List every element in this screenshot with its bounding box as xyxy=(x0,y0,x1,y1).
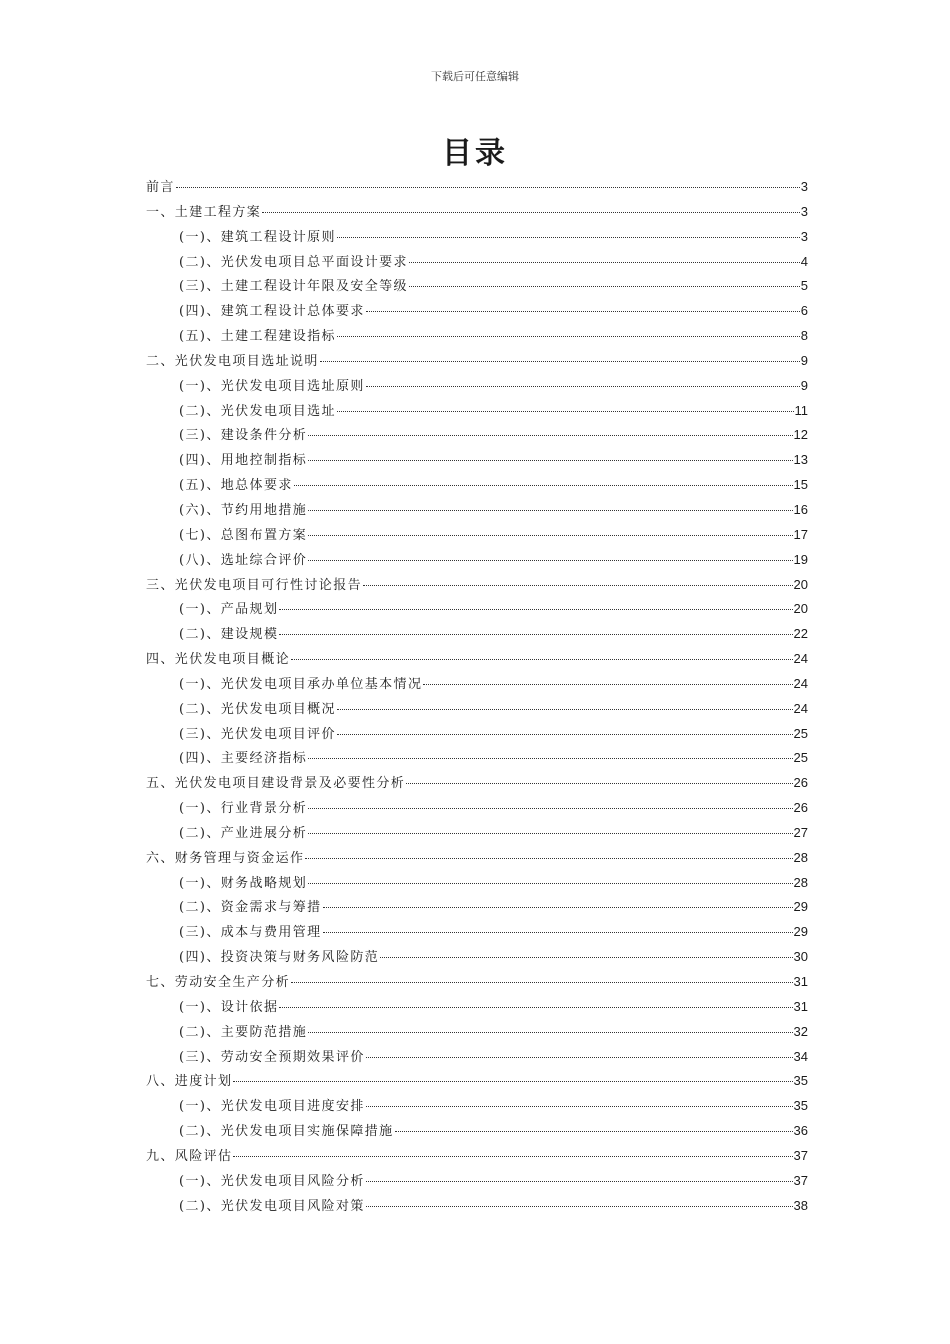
toc-entry[interactable] xyxy=(146,250,808,275)
toc-entry-title: 七、劳动安全生产分析 xyxy=(146,975,291,990)
toc-entry-title: (三)、建设条件分析 xyxy=(179,428,308,444)
toc-entry-title: (一)、设计依据 xyxy=(179,999,279,1015)
toc-page-number: 16 xyxy=(793,501,808,517)
toc-entry[interactable] xyxy=(146,349,808,374)
toc-dot-leader xyxy=(366,385,800,387)
toc-dot-leader xyxy=(308,832,792,834)
toc-dot-leader xyxy=(423,683,792,685)
toc-page-number: 11 xyxy=(794,402,808,418)
toc-dot-leader xyxy=(323,906,793,908)
toc-dot-leader xyxy=(366,1205,793,1207)
toc-entry[interactable] xyxy=(146,274,808,299)
toc-entry[interactable] xyxy=(146,1144,808,1169)
toc-dot-leader xyxy=(176,186,800,188)
toc-page-number: 28 xyxy=(793,849,808,865)
toc-page-number: 26 xyxy=(793,800,808,816)
toc-entry[interactable] xyxy=(146,970,808,995)
toc-entry[interactable] xyxy=(146,299,808,324)
toc-dot-leader xyxy=(320,360,800,362)
toc-entry[interactable] xyxy=(146,647,808,672)
toc-page-number: 15 xyxy=(793,477,808,493)
toc-entry[interactable] xyxy=(146,722,808,747)
toc-entry-title: (三)、成本与费用管理 xyxy=(179,925,322,941)
toc-entry[interactable] xyxy=(146,473,808,498)
toc-entry-title: (五)、地总体要求 xyxy=(179,478,293,494)
toc-entry-title: (二)、资金需求与筹措 xyxy=(179,900,322,916)
toc-entry-title: 前言 xyxy=(146,180,175,195)
toc-dot-leader xyxy=(323,931,793,933)
toc-entry[interactable] xyxy=(146,821,808,846)
toc-entry-title: (二)、光伏发电项目概况 xyxy=(179,701,336,717)
toc-page-number: 34 xyxy=(793,1048,808,1064)
toc-page-number: 20 xyxy=(793,601,808,617)
toc-entry[interactable] xyxy=(146,374,808,399)
toc-entry[interactable] xyxy=(146,945,808,970)
toc-page-number: 5 xyxy=(800,278,808,294)
toc-entry-title: (六)、节约用地措施 xyxy=(179,502,308,518)
toc-entry-title: 六、财务管理与资金运作 xyxy=(146,850,305,866)
toc-entry-title: (八)、选址综合评价 xyxy=(179,552,308,568)
toc-page-number: 9 xyxy=(800,377,808,393)
toc-dot-leader xyxy=(262,211,800,213)
toc-entry[interactable] xyxy=(146,225,808,250)
toc-entry-title: (一)、产品规划 xyxy=(179,602,279,618)
toc-dot-leader xyxy=(233,1080,792,1082)
toc-dot-leader xyxy=(294,484,793,486)
toc-entry[interactable] xyxy=(146,1119,808,1144)
toc-dot-leader xyxy=(308,559,792,561)
page-title: 目录 xyxy=(442,136,508,171)
toc-dot-leader xyxy=(308,534,792,536)
toc-entry-title: (一)、财务战略规划 xyxy=(179,875,308,891)
toc-entry-title: (一)、建筑工程设计原则 xyxy=(179,229,336,245)
toc-dot-leader xyxy=(366,1105,793,1107)
toc-dot-leader xyxy=(409,285,800,287)
toc-entry[interactable] xyxy=(146,324,808,349)
toc-dot-leader xyxy=(380,956,792,958)
toc-entry[interactable] xyxy=(146,548,808,573)
toc-page-number: 37 xyxy=(793,1172,808,1188)
toc-entry-title: (五)、土建工程建设指标 xyxy=(179,329,336,345)
toc-entry[interactable] xyxy=(146,1194,808,1219)
toc-entry-title: (二)、主要防范措施 xyxy=(179,1024,308,1040)
toc-dot-leader xyxy=(233,1155,792,1157)
toc-page-number: 31 xyxy=(793,974,808,989)
toc-entry-title: (二)、产业进展分析 xyxy=(179,825,308,841)
toc-entry[interactable] xyxy=(146,1045,808,1070)
toc-page-number: 3 xyxy=(800,179,808,194)
toc-entry[interactable] xyxy=(146,920,808,945)
toc-entry-title: 一、土建工程方案 xyxy=(146,204,262,220)
toc-entry-title: (一)、光伏发电项目承办单位基本情况 xyxy=(179,676,423,692)
toc-dot-leader xyxy=(337,335,800,337)
toc-entry[interactable] xyxy=(146,200,808,225)
toc-entry[interactable] xyxy=(146,175,808,200)
toc-entry-title: 八、进度计划 xyxy=(146,1074,233,1090)
toc-entry-title: 二、光伏发电项目选址说明 xyxy=(146,353,319,369)
toc-entry[interactable] xyxy=(146,523,808,548)
toc-dot-leader xyxy=(337,733,793,735)
page-header: 下载后可任意编辑 xyxy=(431,70,519,83)
toc-entry[interactable] xyxy=(146,573,808,598)
toc-entry-title: (二)、光伏发电项目实施保障措施 xyxy=(179,1124,394,1140)
toc-dot-leader xyxy=(308,757,792,759)
toc-page-number: 22 xyxy=(793,626,808,642)
toc-page-number: 20 xyxy=(793,576,808,592)
toc-page-number: 17 xyxy=(793,526,808,542)
toc-dot-leader xyxy=(279,608,792,610)
toc-dot-leader xyxy=(279,1006,792,1008)
toc-dot-leader xyxy=(337,236,800,238)
toc-entry[interactable] xyxy=(146,622,808,647)
toc-dot-leader xyxy=(409,261,800,263)
toc-entry-title: (二)、建设规模 xyxy=(179,627,279,643)
toc-page-number: 9 xyxy=(800,352,808,368)
toc-entry[interactable] xyxy=(146,672,808,697)
toc-dot-leader xyxy=(308,1031,792,1033)
toc-page-number: 8 xyxy=(800,328,808,344)
toc-entry-title: 三、光伏发电项目可行性讨论报告 xyxy=(146,577,363,593)
toc-page-number: 13 xyxy=(793,452,808,468)
toc-entry-title: 九、风险评估 xyxy=(146,1148,233,1164)
toc-dot-leader xyxy=(363,584,793,586)
toc-dot-leader xyxy=(308,459,792,461)
toc-entry-title: (四)、用地控制指标 xyxy=(179,453,308,469)
toc-entry[interactable] xyxy=(146,771,808,796)
toc-entry-title: (四)、投资决策与财务风险防范 xyxy=(179,950,380,966)
toc-entry[interactable] xyxy=(146,597,808,622)
toc-page-number: 12 xyxy=(793,427,808,443)
toc-dot-leader xyxy=(291,658,793,660)
toc-dot-leader xyxy=(308,807,792,809)
toc-entry-title: (二)、光伏发电项目总平面设计要求 xyxy=(179,254,408,270)
toc-page-number: 27 xyxy=(793,824,808,840)
toc-dot-leader xyxy=(305,857,792,859)
toc-dot-leader xyxy=(406,782,792,784)
toc-dot-leader xyxy=(291,981,793,983)
toc-page-number: 36 xyxy=(793,1123,808,1139)
toc-entry-title: 四、光伏发电项目概论 xyxy=(146,652,291,668)
toc-entry[interactable] xyxy=(146,1094,808,1119)
toc-page-number: 31 xyxy=(793,998,808,1014)
toc-page-number: 32 xyxy=(793,1023,808,1039)
toc-page-number: 24 xyxy=(793,700,808,716)
toc-page-number: 35 xyxy=(793,1098,808,1114)
toc-entry[interactable] xyxy=(146,995,808,1020)
toc-entry-title: (一)、光伏发电项目进度安排 xyxy=(179,1099,365,1115)
toc-entry-title: 五、光伏发电项目建设背景及必要性分析 xyxy=(146,776,406,792)
toc-entry-title: (二)、光伏发电项目风险对策 xyxy=(179,1198,365,1214)
toc-page-number: 26 xyxy=(793,775,808,791)
toc-page-number: 29 xyxy=(793,924,808,940)
toc-page-number: 35 xyxy=(793,1073,808,1089)
toc-page-number: 24 xyxy=(793,651,808,667)
toc-entry[interactable] xyxy=(146,1020,808,1045)
toc-entry-title: (七)、总图布置方案 xyxy=(179,527,308,543)
toc-entry-title: (三)、土建工程设计年限及安全等级 xyxy=(179,279,408,295)
toc-entry[interactable] xyxy=(146,1169,808,1194)
toc-dot-leader xyxy=(366,1056,793,1058)
toc-page-number: 6 xyxy=(800,303,808,319)
toc-dot-leader xyxy=(366,1180,793,1182)
toc-page-number: 29 xyxy=(793,899,808,915)
toc-entry-title: (二)、光伏发电项目选址 xyxy=(179,403,336,419)
toc-entry[interactable] xyxy=(146,871,808,896)
toc-page-number: 37 xyxy=(793,1147,808,1163)
toc-entry-title: (一)、行业背景分析 xyxy=(179,801,308,817)
toc-dot-leader xyxy=(395,1130,793,1132)
toc-entry[interactable] xyxy=(146,498,808,523)
toc-entry-title: (三)、劳动安全预期效果评价 xyxy=(179,1049,365,1065)
toc-entry[interactable] xyxy=(146,796,808,821)
toc-page-number: 3 xyxy=(800,203,808,219)
toc-dot-leader xyxy=(337,410,794,412)
toc-entry-title: (一)、光伏发电项目风险分析 xyxy=(179,1173,365,1189)
toc-dot-leader xyxy=(279,633,792,635)
toc-dot-leader xyxy=(308,509,792,511)
toc-page-number: 30 xyxy=(793,949,808,965)
toc-page-number: 19 xyxy=(793,551,808,567)
toc-dot-leader xyxy=(337,708,793,710)
toc-page-number: 4 xyxy=(800,253,808,269)
toc-entry-title: (三)、光伏发电项目评价 xyxy=(179,726,336,742)
toc-entry-title: (四)、建筑工程设计总体要求 xyxy=(179,304,365,320)
toc-entry[interactable] xyxy=(146,697,808,722)
table-of-contents xyxy=(146,175,808,1218)
toc-page-number: 3 xyxy=(800,228,808,244)
toc-page-number: 25 xyxy=(793,750,808,766)
toc-entry-title: (四)、主要经济指标 xyxy=(179,751,308,767)
toc-entry[interactable] xyxy=(146,846,808,871)
toc-entry[interactable] xyxy=(146,399,808,424)
toc-dot-leader xyxy=(308,882,792,884)
toc-entry[interactable] xyxy=(146,423,808,448)
toc-dot-leader xyxy=(308,434,792,436)
toc-dot-leader xyxy=(366,310,800,312)
toc-entry[interactable] xyxy=(146,895,808,920)
toc-entry[interactable] xyxy=(146,448,808,473)
toc-page-number: 25 xyxy=(793,725,808,741)
toc-entry[interactable] xyxy=(146,746,808,771)
toc-entry[interactable] xyxy=(146,1069,808,1094)
toc-page-number: 38 xyxy=(793,1197,808,1213)
toc-entry-title: (一)、光伏发电项目选址原则 xyxy=(179,378,365,394)
toc-page-number: 28 xyxy=(793,874,808,890)
toc-page-number: 24 xyxy=(793,675,808,691)
